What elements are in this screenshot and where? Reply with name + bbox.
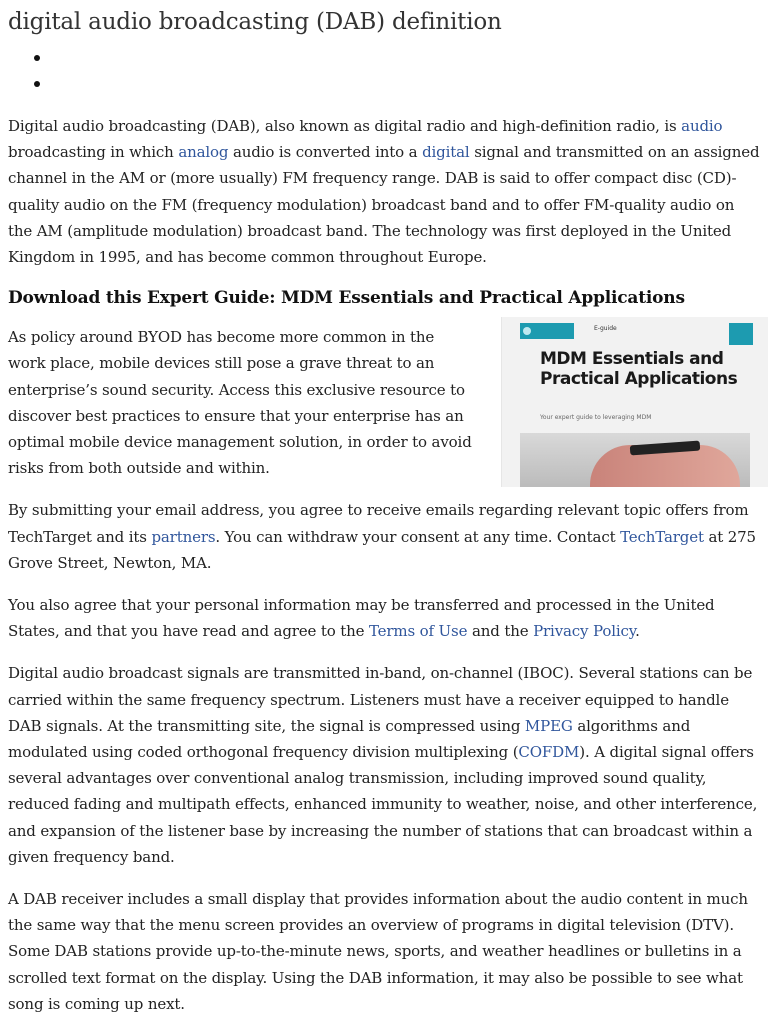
signals-text: ). A digital signal offers several advantages over conventional analog transmission, including improved sound quality, reduced fading and multipath effects, enhanced immunity to weather, noise, and other interference, and expansion of the listener base by increasing the number of stations that can broadcast within a given frequency band. xyxy=(8,743,758,866)
cover-badge-icon xyxy=(729,323,753,345)
cover-subtitle: Your expert guide to leveraging MDM xyxy=(540,414,652,422)
guide-cover-image[interactable] xyxy=(501,317,768,487)
link-terms-of-use[interactable]: Terms of Use xyxy=(368,622,468,641)
privacy-text: You also agree that your personal information may be transferred and processed in the United States, and that you have read and agree to the xyxy=(8,596,715,641)
intro-paragraph xyxy=(8,113,760,270)
share-item[interactable] xyxy=(34,47,760,73)
privacy-paragraph xyxy=(8,592,760,644)
receiver-paragraph: A DAB receiver includes a small display that provides information about the audio content in much the same way that the menu screen provides an overview of programs in digital television (DTV). Some DAB stations provide up-to-the-minute news, sports, and weather headlines or bulletins in a scrolled text format on the display. Using the DAB information, it may also be possible to see what song is coming up next. xyxy=(8,890,748,1013)
link-analog[interactable]: analog xyxy=(178,143,229,162)
cover-label: E-guide xyxy=(594,325,617,333)
signals-paragraph xyxy=(8,660,760,870)
techtarget-logo-icon xyxy=(520,323,574,339)
guide-description: As policy around BYOD has become more common in the work place, mobile devices still pose a grave threat to an enterprise’s sound security. Access this exclusive resource to discover best practices to ensure that your enterprise has an optimal mobile device management solution, in order to avoid risks from both outside and within. xyxy=(8,328,472,478)
signals-text: Digital audio broadcast signals are transmitted in-band, on-channel (IBOC). Several stations can be carried within the same frequency spectrum. Listeners must have a receiver equipped to handle DAB signals. At the transmitting site, the signal is compressed using xyxy=(8,664,753,735)
privacy-text: and the xyxy=(467,622,534,641)
consent-paragraph xyxy=(8,497,760,576)
guide-heading[interactable]: Download this Expert Guide: MDM Essentials and Practical Applications xyxy=(8,288,685,309)
share-item[interactable] xyxy=(34,73,760,99)
consent-text: By submitting your email address, you agree to receive emails regarding relevant topic offers from TechTarget and its xyxy=(8,501,749,546)
page-title: digital audio broadcasting (DAB) definition xyxy=(8,9,502,35)
link-audio[interactable]: audio xyxy=(681,117,723,135)
link-privacy-policy[interactable]: Privacy Policy xyxy=(533,622,636,641)
link-digital[interactable]: digital xyxy=(422,143,470,162)
consent-text: at 275 Grove Street, Newton, MA. xyxy=(8,527,756,572)
privacy-text: . xyxy=(635,622,640,641)
cover-header xyxy=(520,321,725,343)
guide-block xyxy=(8,324,760,481)
link-cofdm[interactable]: COFDM xyxy=(518,743,580,762)
link-techtarget[interactable]: TechTarget xyxy=(620,527,704,546)
intro-text: broadcasting in which xyxy=(8,143,179,162)
hand-phone-photo xyxy=(520,433,750,487)
signals-text: algorithms and modulated using coded orthogonal frequency division multiplexing ( xyxy=(8,716,691,762)
share-list xyxy=(8,47,760,99)
cover-title: MDM Essentials and Practical Applications xyxy=(540,349,738,390)
consent-text: . You can withdraw your consent at any time. Contact xyxy=(215,527,621,546)
link-mpeg[interactable]: MPEG xyxy=(524,716,573,735)
link-partners[interactable]: partners xyxy=(151,527,216,546)
intro-text: signal and transmitted on an assigned channel in the AM or (more usually) FM frequency range. DAB is said to offer compact disc (CD)-quality audio on the FM (frequency modulation) broadcast band and to offer FM-quality audio on the AM (amplitude modulation) broadcast band. The technology was first deployed in the United Kingdom in 1995, and has become common throughout Europe. xyxy=(8,143,760,267)
intro-text: audio is converted into a xyxy=(228,143,423,162)
intro-text: Digital audio broadcasting (DAB), also known as digital radio and high-definition radio, is xyxy=(8,117,682,135)
